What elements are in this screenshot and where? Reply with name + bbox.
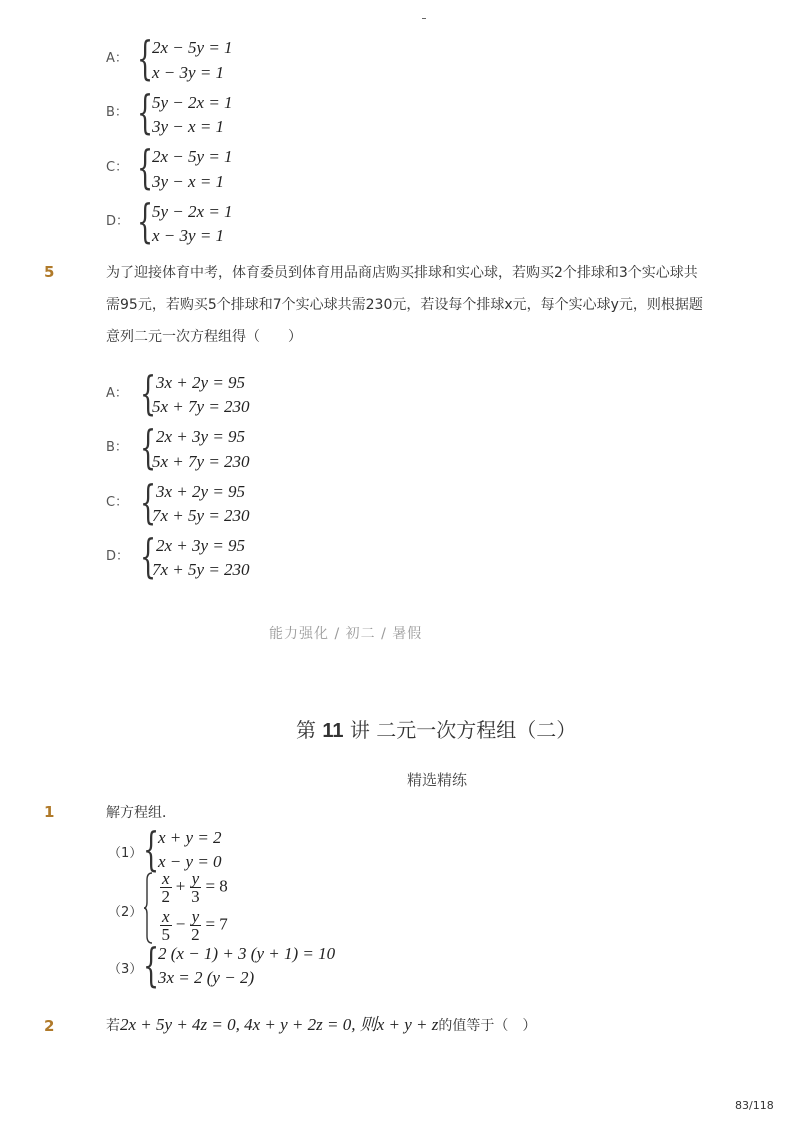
brace-icon: { bbox=[137, 85, 154, 139]
part-2-line1 bbox=[160, 870, 228, 905]
brace-icon: { bbox=[140, 366, 157, 420]
problem-2-suffix: 的值等于（ ） bbox=[438, 1018, 537, 1034]
frac-numerator: y bbox=[191, 869, 200, 888]
problem-1-part-3-label: （3） bbox=[108, 962, 143, 977]
q4-option-a-label[interactable]: A： bbox=[106, 51, 128, 66]
q4-option-d-line1: 5y − 2x = 1 bbox=[152, 202, 233, 221]
q4-option-c-line1: 2x − 5y = 1 bbox=[152, 147, 233, 166]
q4-option-d-label[interactable]: D： bbox=[106, 214, 130, 229]
q5-option-a-label[interactable]: A： bbox=[106, 386, 128, 401]
problem-2-number: 2 bbox=[44, 1017, 55, 1035]
frac-denominator: 3 bbox=[191, 887, 200, 906]
q4-option-c-label[interactable]: C： bbox=[106, 160, 129, 175]
q5-option-b-line2: 5x + 7y = 230 bbox=[152, 452, 250, 471]
frac-denominator: 2 bbox=[161, 887, 171, 906]
q4-option-b-line1: 5y − 2x = 1 bbox=[152, 93, 233, 112]
q5-option-d-label[interactable]: D： bbox=[106, 549, 130, 564]
part-2-line2 bbox=[160, 908, 228, 943]
brace-icon bbox=[143, 872, 153, 944]
frac-numerator: y bbox=[191, 907, 200, 926]
brace-icon: { bbox=[143, 822, 160, 876]
q4-option-d-line2: x − 3y = 1 bbox=[152, 226, 225, 245]
q5-option-b-line1: 2x + 3y = 95 bbox=[156, 427, 246, 446]
lecture-number: 11 bbox=[322, 720, 344, 742]
page-number: 83/118 bbox=[735, 1099, 774, 1112]
question-5-line1: 为了迎接体育中考，体育委员到体育用品商店购买排球和实心球，若购买2个排球和3个实心球共 bbox=[106, 265, 698, 281]
q4-option-b-line2: 3y − x = 1 bbox=[152, 117, 225, 136]
problem-1-part-1-label: （1） bbox=[108, 846, 143, 861]
q5-option-b-label[interactable]: B： bbox=[106, 440, 128, 455]
page-footer: 能力强化 / 初二 / 暑假 bbox=[269, 626, 423, 642]
top-dash-mark bbox=[422, 18, 426, 19]
q5-option-d-line2: 7x + 5y = 230 bbox=[152, 560, 250, 579]
lecture-title bbox=[296, 714, 576, 743]
brace-icon: { bbox=[143, 938, 160, 992]
brace-icon: { bbox=[140, 475, 157, 529]
frac-denominator: 5 bbox=[161, 925, 171, 944]
q5-option-c-label[interactable]: C： bbox=[106, 495, 129, 510]
problem-1-number: 1 bbox=[44, 803, 55, 821]
brace-icon: { bbox=[137, 194, 154, 248]
frac-numerator: x bbox=[162, 869, 170, 888]
lecture-title-suffix: 讲 二元一次方程组（二） bbox=[343, 718, 577, 742]
part-3-line2: 3x = 2 (y − 2) bbox=[158, 968, 255, 987]
brace-icon: { bbox=[140, 529, 157, 583]
q5-option-c-line1: 3x + 2y = 95 bbox=[156, 482, 246, 501]
brace-icon: { bbox=[140, 420, 157, 474]
question-5-line2: 需95元，若购买5个排球和7个实心球共需230元，若设每个排球x元，每个实心球y元，则根据题 bbox=[106, 297, 703, 313]
frac-numerator: x bbox=[162, 907, 170, 926]
frac-denominator: 2 bbox=[191, 925, 200, 944]
lecture-title-prefix: 第 bbox=[296, 718, 323, 742]
q4-option-a-line1: 2x − 5y = 1 bbox=[152, 38, 233, 57]
brace-icon: { bbox=[137, 140, 154, 194]
problem-2-prefix: 若 bbox=[106, 1018, 120, 1034]
q5-option-d-line1: 2x + 3y = 95 bbox=[156, 536, 246, 555]
operator: − bbox=[175, 914, 186, 934]
problem-1-part-2-label: （2） bbox=[108, 905, 143, 920]
q4-option-b-label[interactable]: B： bbox=[106, 105, 128, 120]
part-1-line2: x − y = 0 bbox=[158, 852, 222, 871]
brace-icon: { bbox=[137, 31, 154, 85]
question-5-line3: 意列二元一次方程组得（ ） bbox=[106, 329, 302, 345]
rhs: = 7 bbox=[205, 914, 228, 934]
part-1-line1: x + y = 2 bbox=[158, 828, 222, 847]
part-3-line1: 2 (x − 1) + 3 (y + 1) = 10 bbox=[158, 944, 336, 963]
q4-option-a-line2: x − 3y = 1 bbox=[152, 63, 225, 82]
operator: + bbox=[175, 876, 186, 896]
section-subtitle: 精选精练 bbox=[407, 771, 468, 789]
problem-2-text bbox=[106, 1013, 536, 1038]
problem-1-text: 解方程组． bbox=[106, 805, 176, 821]
question-5-number: 5 bbox=[44, 263, 55, 281]
q5-option-c-line2: 7x + 5y = 230 bbox=[152, 506, 250, 525]
rhs: = 8 bbox=[205, 876, 228, 896]
q4-option-c-line2: 3y − x = 1 bbox=[152, 172, 225, 191]
problem-2-equation: 2x + 5y + 4z = 0, 4x + y + 2z = 0, 则x + y + z bbox=[120, 1015, 439, 1034]
q5-option-a-line1: 3x + 2y = 95 bbox=[156, 373, 246, 392]
q5-option-a-line2: 5x + 7y = 230 bbox=[152, 397, 250, 416]
